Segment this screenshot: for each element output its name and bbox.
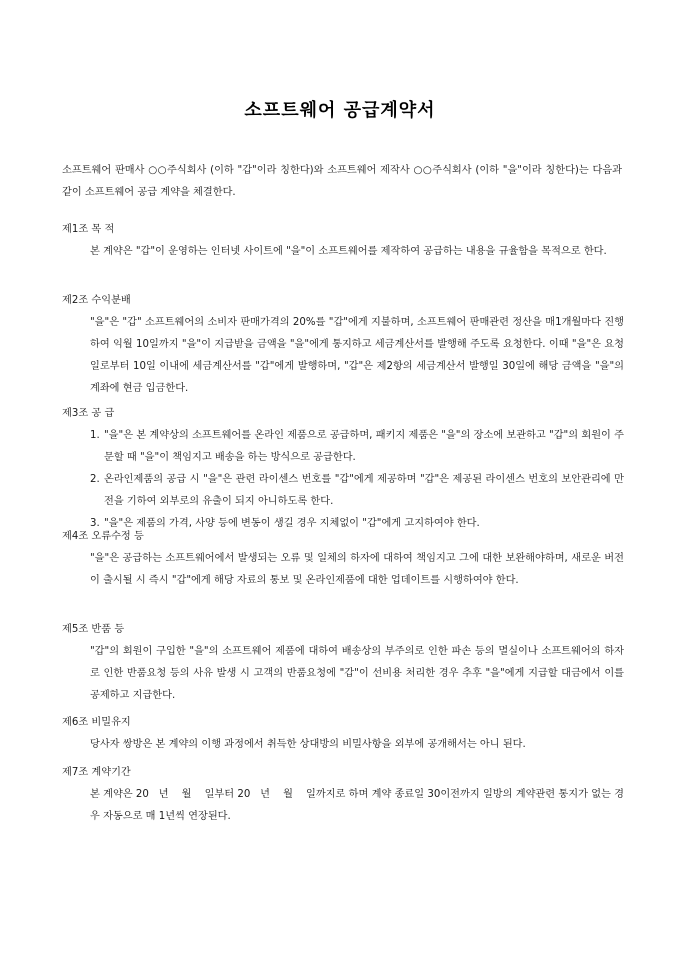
article-item-list — [90, 425, 624, 535]
item-number: 1. — [90, 430, 100, 441]
article-body: "을"은 공급하는 소프트웨어에서 발생되는 오류 및 일체의 하자에 대하여 책임지고 그에 대한 보완해야하며, 새로운 버전이 출시될 시 즉시 "갑"에게 해당 자료의 통보 및 온라인제품에 대한 업데이트를 시행하여야 한다. — [90, 553, 624, 586]
article-1 — [62, 219, 624, 263]
article-2 — [62, 290, 624, 400]
article-heading: 제7조 계약기간 — [62, 767, 131, 778]
intro-paragraph: 소프트웨어 판매사 ○○주식회사 (이하 "갑"이라 칭한다)와 소프트웨어 제작사 ○○주식회사 (이하 "을"이라 칭한다)는 다음과 같이 소프트웨어 공급 계약을 체결한다. — [62, 165, 622, 198]
document-title: 소프트웨어 공급계약서 — [244, 100, 436, 121]
item-number: 3. — [90, 518, 100, 529]
article-heading: 제4조 오류수정 등 — [62, 531, 144, 542]
article-heading: 제1조 목 적 — [62, 224, 115, 235]
article-heading: 제6조 비밀유지 — [62, 717, 131, 728]
article-heading: 제5조 반품 등 — [62, 624, 125, 635]
article-body: "갑"의 회원이 구입한 "을"의 소프트웨어 제품에 대하여 배송상의 부주의로 인한 파손 등의 멸실이나 소프트웨어의 하자로 인한 반품요청 등의 사유 발생 시 고객의 반품요청에 "갑"이 선비용 처리한 경우 추후 "을"에게 지급할 대금에서 이를 공제하고 지급한다. — [90, 646, 624, 701]
article-body: 본 계약은 "갑"이 운영하는 인터넷 사이트에 "을"이 소프트웨어를 제작하여 공급하는 내용을 규율함을 목적으로 한다. — [90, 246, 607, 257]
item-number: 2. — [90, 474, 100, 485]
article-heading: 제3조 공 급 — [62, 408, 115, 419]
article-body: "을"은 "갑" 소프트웨어의 소비자 판매가격의 20%를 "갑"에게 지불하며, 소프트웨어 판매관련 정산을 매1개월마다 진행하여 익월 10일까지 "을"이 지급받을 금액을 "을"에게 통지하고 세금계산서를 발행해 주도록 요청한다. 이때 "을"은 요청일로부터 10일 이내에 세금계산서를 "갑"에게 발행하며, "갑"은 제2항의 세금계산서 발행일 30일에 해당 금액을 "을"의 계좌에 현금 입금한다. — [90, 317, 624, 394]
article-5 — [62, 619, 624, 707]
article-heading: 제2조 수익분배 — [62, 295, 131, 306]
article-7 — [62, 762, 624, 828]
item-text: "을"은 제품의 가격, 사양 등에 변동이 생길 경우 지체없이 "갑"에게 고지하여야 한다. — [104, 518, 480, 529]
item-text: 온라인제품의 공급 시 "을"은 관련 라이센스 번호를 "갑"에게 제공하며 "갑"은 제공된 라이센스 번호의 보안관리에 만전을 기하여 외부로의 유출이 되지 아니하도록 한다. — [104, 474, 624, 507]
article-3 — [62, 403, 624, 535]
article-body: 본 계약은 20 년 월 일부터 20 년 월 일까지로 하며 계약 종료일 30이전까지 일방의 계약관련 통지가 없는 경우 자동으로 매 1년씩 연장된다. — [90, 789, 624, 822]
list-item — [90, 425, 624, 469]
article-6 — [62, 712, 624, 756]
item-text: "을"은 본 계약상의 소프트웨어를 온라인 제품으로 공급하며, 패키지 제품은 "을"의 장소에 보관하고 "갑"의 회원이 주문할 때 "을"이 책임지고 배송을 하는 방식으로 공급한다. — [104, 430, 624, 463]
article-body: 당사자 쌍방은 본 계약의 이행 과정에서 취득한 상대방의 비밀사항을 외부에 공개해서는 아니 된다. — [90, 739, 526, 750]
article-4 — [62, 526, 624, 592]
list-item — [90, 469, 624, 513]
